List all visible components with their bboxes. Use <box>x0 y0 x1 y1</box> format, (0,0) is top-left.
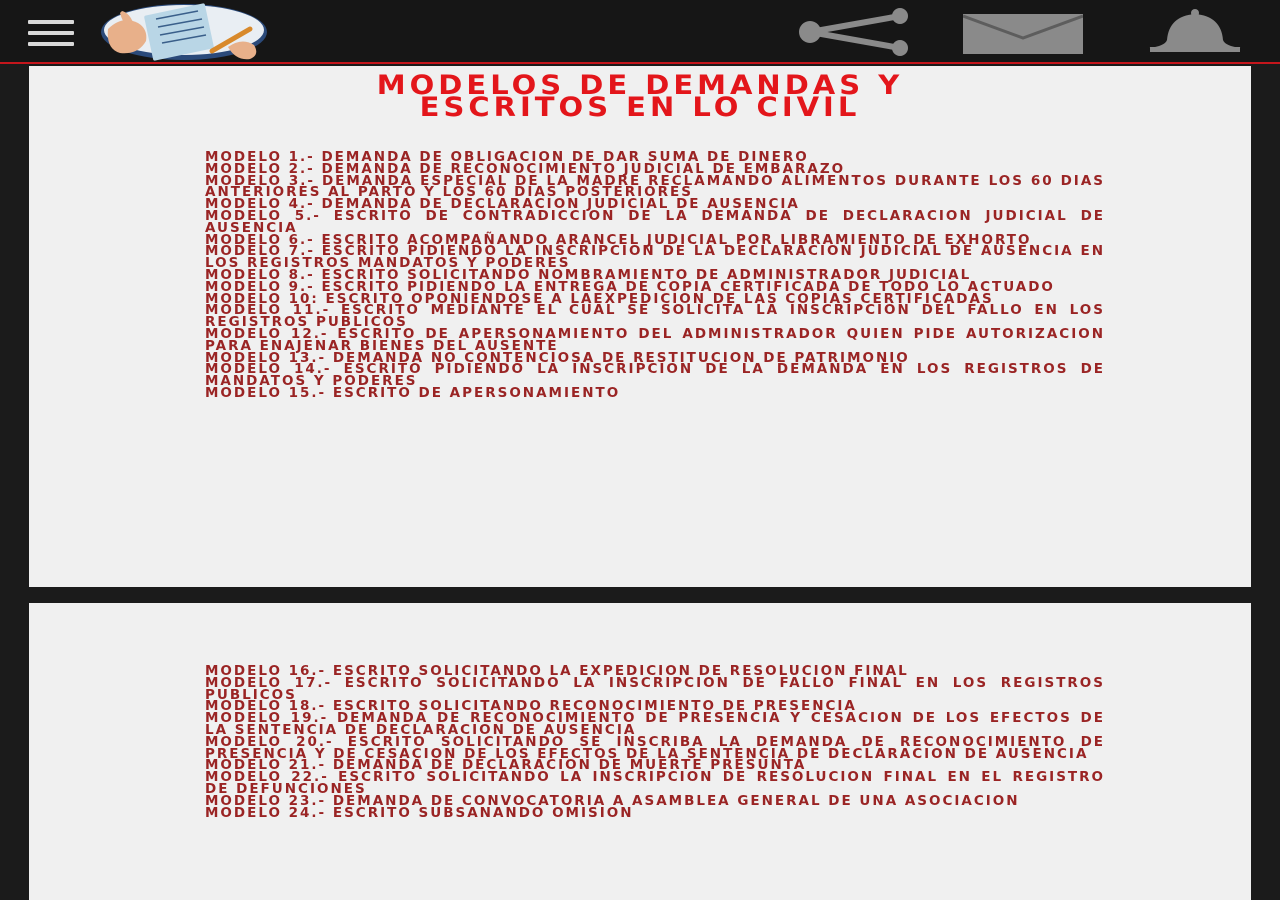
model-item[interactable]: MODELO 17.- ESCRITO SOLICITANDO LA INSCRIPCION DE FALLO FINAL EN LOS REGISTROS PUBLICOS <box>205 674 1105 703</box>
model-item[interactable]: MODELO 21.- DEMANDA DE DECLARACION DE MUERTE PRESUNTA <box>205 757 807 774</box>
menu-bar-line <box>28 42 74 46</box>
model-item[interactable]: MODELO 8.- ESCRITO SOLICITANDO NOMBRAMIENTO DE ADMINISTRADOR JUDICIAL <box>205 266 972 283</box>
model-item[interactable]: MODELO 10: ESCRITO OPONIENDOSE A LAEXPEDICION DE LAS COPIAS CERTIFICADAS <box>205 290 994 307</box>
document-page-2 <box>29 603 1251 900</box>
model-item[interactable]: MODELO 15.- ESCRITO DE APERSONAMIENTO <box>205 384 621 401</box>
model-item[interactable]: MODELO 23.- DEMANDA DE CONVOCATORIA A ASAMBLEA GENERAL DE UNA ASOCIACION <box>205 792 1020 809</box>
model-item[interactable]: MODELO 13.- DEMANDA NO CONTENCIOSA DE RESTITUCION DE PATRIMONIO <box>205 349 910 366</box>
menu-bar-line <box>28 31 74 35</box>
model-item[interactable]: MODELO 5.- ESCRITO DE CONTRADICCION DE LA DEMANDA DE DECLARACION JUDICIAL DE AUSENCIA <box>205 207 1105 236</box>
mail-envelope-icon[interactable] <box>963 12 1083 56</box>
app-toolbar <box>0 0 1280 64</box>
document-title-line-2: ESCRITOS EN LO CIVIL <box>419 91 861 123</box>
model-item[interactable]: MODELO 22.- ESCRITO SOLICITANDO LA INSCRIPCION DE RESOLUCION FINAL EN EL REGISTRO DE DEFUNCIONES <box>205 769 1105 797</box>
model-item[interactable]: MODELO 18.- ESCRITO SOLICITANDO RECONOCIMIENTO DE PRESENCIA <box>205 698 857 715</box>
model-item[interactable]: MODELO 2.- DEMANDA DE RECONOCIMIENTO JUDICIAL DE EMBARAZO <box>205 160 846 177</box>
model-item[interactable]: MODELO 4.- DEMANDA DE DECLARACION JUDICIAL DE AUSENCIA <box>205 196 800 213</box>
model-item[interactable]: MODELO 9.- ESCRITO PIDIENDO LA ENTREGA DE COPIA CERTIFICADA DE TODO LO ACTUADO <box>205 278 1055 295</box>
share-icon[interactable] <box>796 8 914 56</box>
hamburger-menu-icon[interactable] <box>28 20 74 46</box>
model-item[interactable]: MODELO 24.- ESCRITO SUBSANANDO OMISION <box>205 804 634 821</box>
model-list-page-2 <box>205 663 1105 821</box>
document-title-line-1: MODELOS DE DEMANDAS Y <box>376 69 904 101</box>
model-item[interactable]: MODELO 1.- DEMANDA DE OBLIGACION DE DAR SUMA DE DINERO <box>205 149 809 165</box>
model-item[interactable]: MODELO 7.- ESCRITO PIDIENDO LA INSCRIPCION DE LA DECLARACION JUDICIAL DE AUSENCIA EN LOS REGISTROS MANDATOS Y PODERES <box>205 243 1105 272</box>
model-list-page-1 <box>205 149 1105 401</box>
notification-bell-icon[interactable] <box>1148 8 1242 54</box>
model-item[interactable]: MODELO 11.- ESCRITO MEDIANTE EL CUAL SE SOLICITA LA INSCRIPCION DEL FALLO EN LOS REGISTROS PUBLICOS <box>205 302 1105 331</box>
document-title <box>29 69 1251 123</box>
model-item[interactable]: MODELO 14.- ESCRITO PIDIENDO LA INSCRIPCION DE LA DEMANDA EN LOS REGISTROS DE MANDATOS Y PODERES <box>205 361 1105 390</box>
menu-bar-line <box>28 20 74 24</box>
model-item[interactable]: MODELO 19.- DEMANDA DE RECONOCIMIENTO DE PRESENCIA Y CESACION DE LOS EFECTOS DE LA SENTENCIA DE DECLARACION DE AUSENCIA <box>205 710 1105 738</box>
model-item[interactable]: MODELO 12.- ESCRITO DE APERSONAMIENTO DEL ADMINISTRADOR QUIEN PIDE AUTORIZACION PARA ENAJENAR BIENES DEL AUSENTE <box>205 325 1105 354</box>
model-item[interactable]: MODELO 16.- ESCRITO SOLICITANDO LA EXPEDICION DE RESOLUCION FINAL <box>205 663 909 679</box>
model-item[interactable]: MODELO 6.- ESCRITO ACOMPAÑANDO ARANCEL JUDICIAL POR LIBRAMIENTO DE EXHORTO <box>205 231 1032 248</box>
document-page-1 <box>29 66 1251 587</box>
model-item[interactable]: MODELO 3.- DEMANDA ESPECIAL DE LA MADRE RECLAMANDO ALIMENTOS DURANTE LOS 60 DIAS ANTERIORES AL PARTO Y LOS 60 DIAS POSTERIORES <box>205 172 1105 201</box>
model-item[interactable]: MODELO 20.- ESCRITO SOLICITANDO SE INSCRIBA LA DEMANDA DE RECONOCIMIENTO DE PRESENCIA Y DE CESACION DE LOS EFECTOS DE LA SENTENCIA DE DECLARACION DE AUSENCIA <box>205 733 1105 762</box>
hand-writing-document-logo[interactable] <box>100 3 268 61</box>
